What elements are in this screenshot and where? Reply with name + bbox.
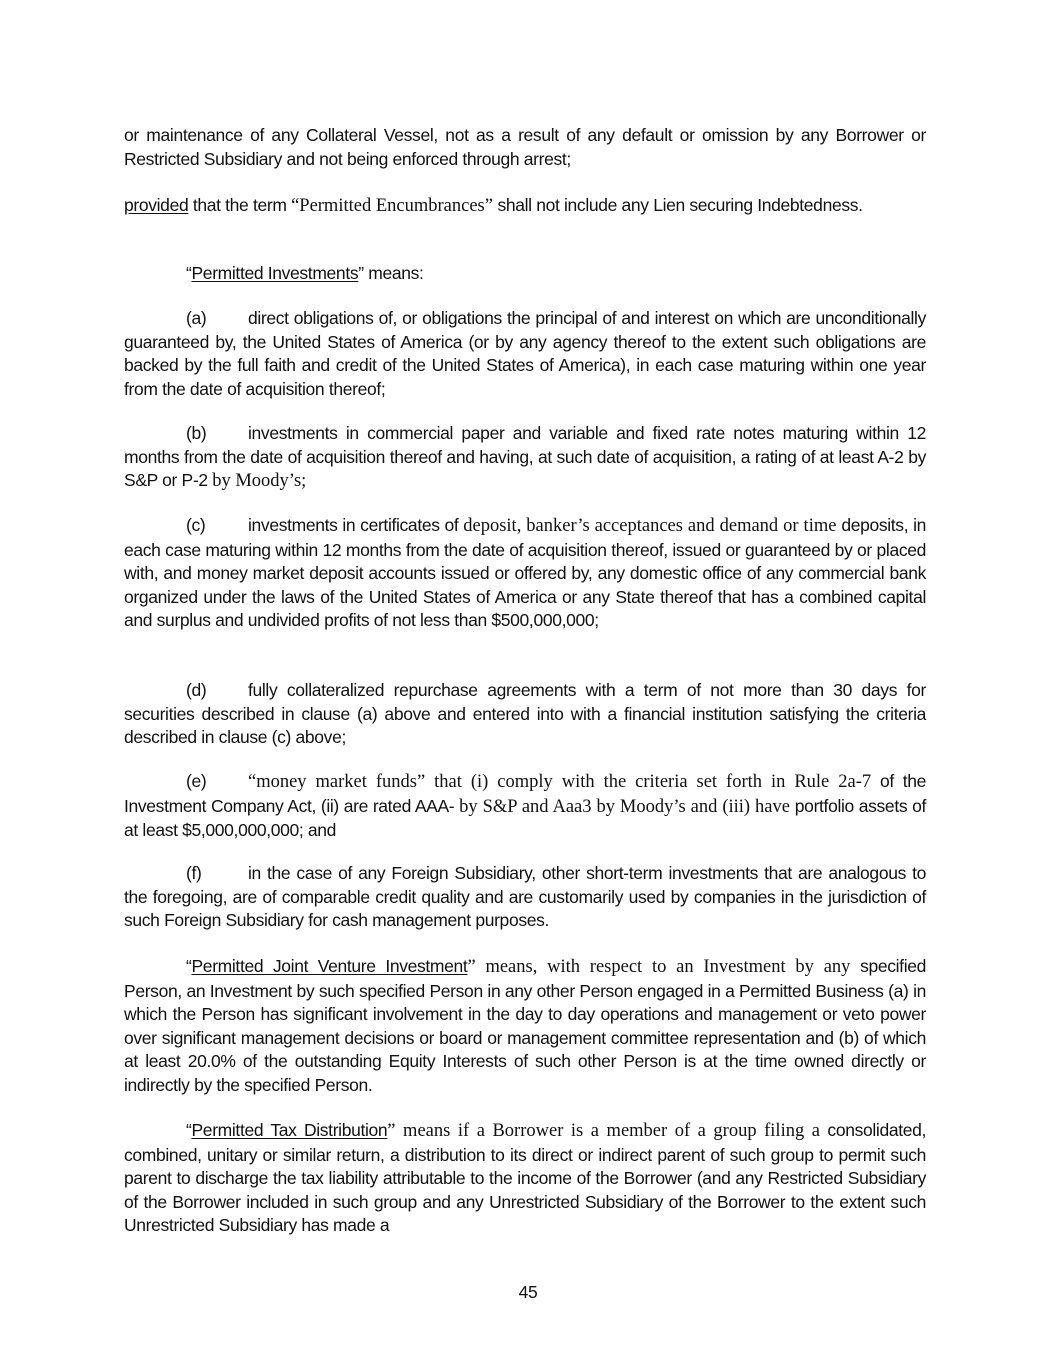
permitted-jv-paragraph: “Permitted Joint Venture Investment” means, with respect to an Investment by any specified Person, an Investment by such specified Person in any other Person engaged in a Permitted Business (a) in which the Person has significant involvement in the day to day operations and management or veto power over significant management decisions or board or management committee representation and (b) of which at least 20.0% of the outstanding Equity Interests of such other Person is at the time owned directly or indirectly by the specified Person. bbox=[124, 956, 927, 1095]
permitted-tax-paragraph: “Permitted Tax Distribution” means if a Borrower is a member of a group filing a consolidated, combined, unitary or similar return, a distribution to its direct or indirect parent of such group to permit such parent to discharge the tax liability attributable to the income of the Borrower (and any Restricted Subsidiary of the Borrower included in such group and any Unrestricted Subsidiary of the Borrower to the extent such Unrestricted Subsidiary has made a bbox=[124, 1120, 926, 1235]
clause-label: (d) bbox=[186, 680, 207, 700]
clause-c: (c) investments in certificates of deposit, banker’s acceptances and demand or time deposits, in each case maturing within 12 months from the date of acquisition thereof, issued or guaranteed by or placed with, and money market deposit accounts issued or offered by, any domestic office of any commercial bank organized under the laws of the United States of America or any State thereof that has a combined capital and surplus and undivided profits of not less than $500,000,000; bbox=[124, 515, 927, 630]
clause-f: (f) in the case of any Foreign Subsidiary, other short-term investments that are analogous to the foregoing, are of comparable credit quality and are customarily used by companies in the jurisdiction of such Foreign Subsidiary for cash management purposes. bbox=[124, 863, 926, 930]
clause-label: (c) bbox=[186, 515, 206, 535]
clause-b: (b) investments in commercial paper and variable and fixed rate notes maturing within 12 months from the date of acquisition thereof and having, at such date of acquisition, a rating of at least A-2 by S&P or P-2 by Moody’s; bbox=[124, 423, 926, 491]
clause-label: (a) bbox=[186, 308, 207, 328]
proviso-paragraph: provided that the term “Permitted Encumbrances” shall not include any Lien securing Indebtedness. bbox=[124, 195, 863, 216]
continuation-paragraph: or maintenance of any Collateral Vessel, not as a result of any default or omission by any Borrower or Restricted Subsidiary and not being enforced through arrest; bbox=[124, 125, 926, 169]
defined-term: Permitted Tax Distribution bbox=[191, 1120, 388, 1140]
clause-label: (f) bbox=[186, 863, 202, 883]
clause-e: (e) “money market funds” that (i) comply with the criteria set forth in Rule 2a-7 of the Investment Company Act, (ii) are rated AAA- by S&P and Aaa3 by Moody’s and (iii) have portfolio assets of at least $5,000,000,000; and bbox=[124, 771, 926, 840]
defined-term: Permitted Investments bbox=[191, 263, 359, 283]
clause-label: (e) bbox=[186, 771, 207, 791]
proviso-lead: provided bbox=[124, 195, 189, 215]
defined-term: Permitted Joint Venture Investment bbox=[191, 956, 468, 976]
clause-label: (b) bbox=[186, 423, 207, 443]
clause-a: (a) direct obligations of, or obligations the principal of and interest on which are unconditionally guaranteed by, the United States of America (or by any agency thereof to the extent such obligations are backed by the full faith and credit of the United States of America), in each case maturing within one year from the date of acquisition thereof; bbox=[124, 308, 926, 399]
page-number: 45 bbox=[518, 1282, 538, 1302]
permitted-investments-heading: “Permitted Investments” means: bbox=[186, 263, 424, 283]
clause-d: (d) fully collateralized repurchase agreements with a term of not more than 30 days for securities described in clause (a) above and entered into with a financial institution satisfying the criteria described in clause (c) above; bbox=[124, 680, 926, 747]
